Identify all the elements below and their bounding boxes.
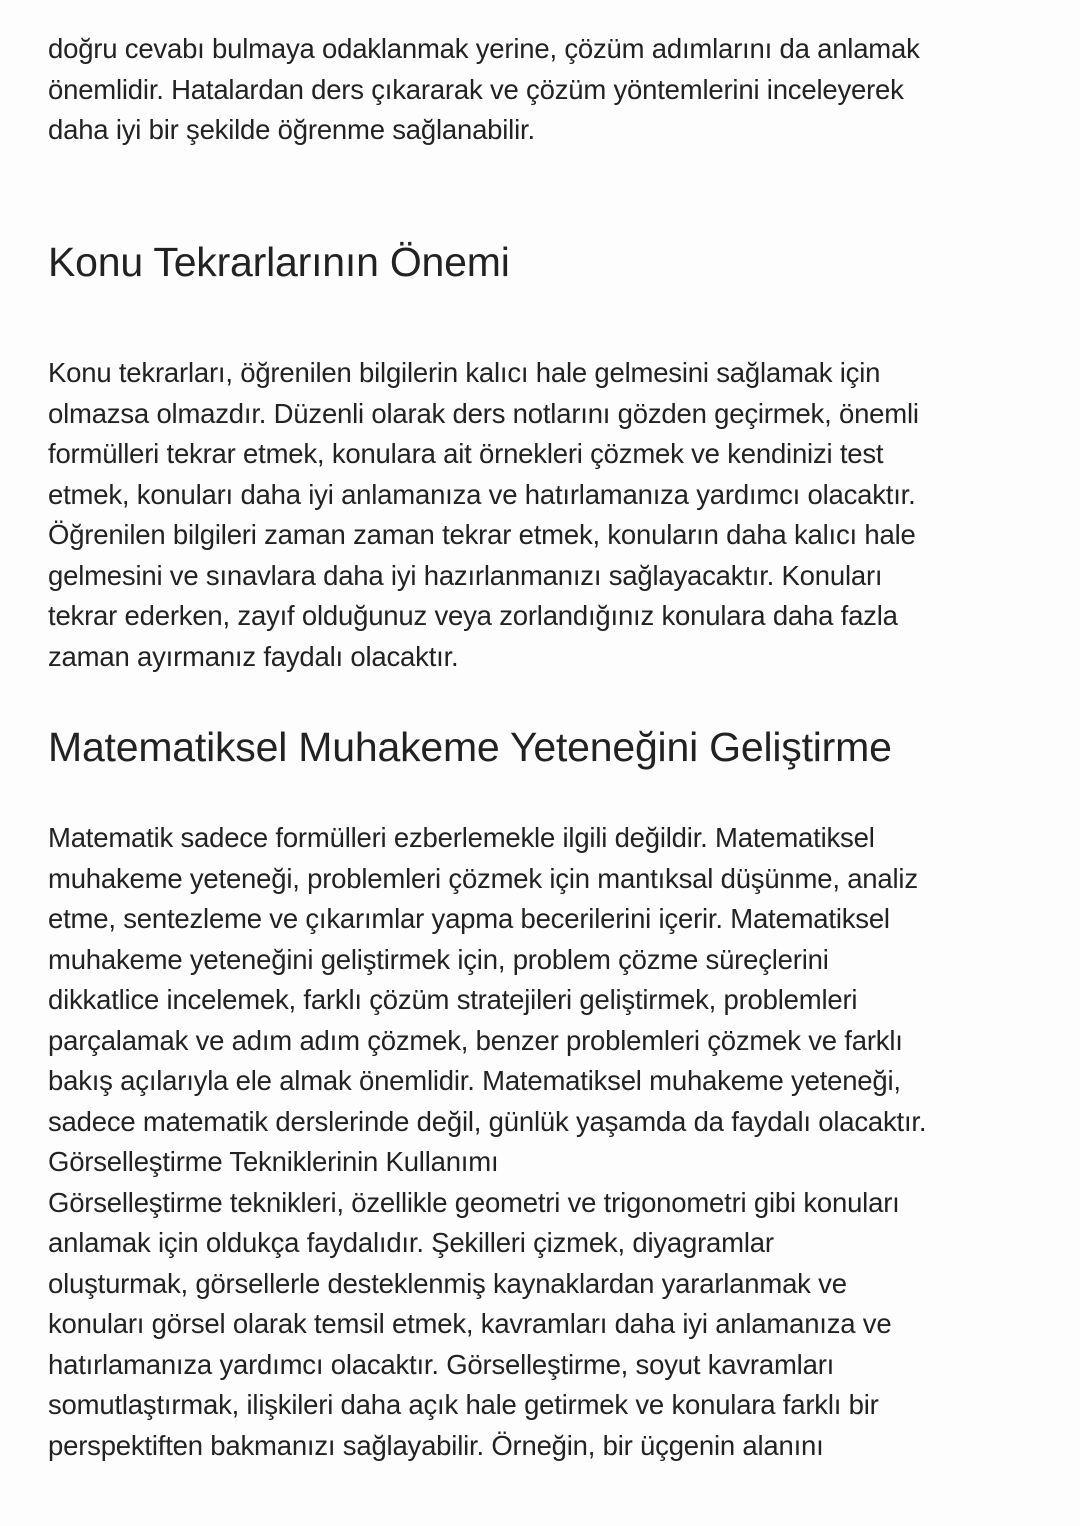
paragraph-line: parçalamak ve adım adım çözmek, benzer problemleri çözmek ve farklı [48,1025,903,1056]
paragraph-line: etmek, konuları daha iyi anlamanıza ve hatırlamanıza yardımcı olacaktır. [48,479,916,510]
paragraph-line: bakış açılarıyla ele almak önemlidir. Matematiksel muhakeme yeteneği, [48,1065,901,1096]
paragraph-line: gelmesini ve sınavlara daha iyi hazırlanmanızı sağlayacaktır. Konuları [48,560,883,591]
subheading-gorsellestirme: Görselleştirme Tekniklerinin Kullanımı [48,1146,499,1177]
paragraph-line: olmazsa olmazdır. Düzenli olarak ders notlarını gözden geçirmek, önemli [48,398,919,429]
paragraph-line: muhakeme yeteneğini geliştirmek için, problem çözme süreçlerini [48,944,829,975]
paragraph-line: Öğrenilen bilgileri zaman zaman tekrar etmek, konuların daha kalıcı hale [48,519,916,550]
paragraph-line: daha iyi bir şekilde öğrenme sağlanabilir. [48,114,535,145]
paragraph-line: anlamak için oldukça faydalıdır. Şekilleri çizmek, diyagramlar [48,1227,774,1258]
paragraph-line: muhakeme yeteneği, problemleri çözmek için mantıksal düşünme, analiz [48,863,918,894]
paragraph-line: doğru cevabı bulmaya odaklanmak yerine, çözüm adımlarını da anlamak [48,33,920,64]
paragraph-line: Görselleştirme teknikleri, özellikle geometri ve trigonometri gibi konuları [48,1187,900,1218]
paragraph-line: dikkatlice incelemek, farklı çözüm stratejileri geliştirmek, problemleri [48,984,858,1015]
section-heading-konu-tekrarlari: Konu Tekrarlarının Önemi [48,239,510,285]
paragraph-line: formülleri tekrar etmek, konulara ait örnekleri çözmek ve kendinizi test [48,438,884,469]
paragraph-line: hatırlamanıza yardımcı olacaktır. Görselleştirme, soyut kavramları [48,1349,835,1380]
paragraph-line: etme, sentezleme ve çıkarımlar yapma becerilerini içerir. Matematiksel [48,903,890,934]
paragraph-line: perspektiften bakmanızı sağlayabilir. Örneğin, bir üçgenin alanını [48,1430,824,1461]
section-heading-matematiksel-muhakeme: Matematiksel Muhakeme Yeteneğini Geliştirme [48,724,892,770]
paragraph-line: Konu tekrarları, öğrenilen bilgilerin kalıcı hale gelmesini sağlamak için [48,357,881,388]
paragraph-line: önemlidir. Hatalardan ders çıkararak ve çözüm yöntemlerini inceleyerek [48,74,904,105]
paragraph-line: sadece matematik derslerinde değil, günlük yaşamda da faydalı olacaktır. [48,1106,927,1137]
paragraph-line: somutlaştırmak, ilişkileri daha açık hale getirmek ve konulara farklı bir [48,1389,879,1420]
paragraph-line: tekrar ederken, zayıf olduğunuz veya zorlandığınız konulara daha fazla [48,600,898,631]
paragraph-line: konuları görsel olarak temsil etmek, kavramları daha iyi anlamanıza ve [48,1308,892,1339]
paragraph-line: zaman ayırmanız faydalı olacaktır. [48,641,459,672]
paragraph-line: oluşturmak, görsellerle desteklenmiş kaynaklardan yararlanmak ve [48,1268,847,1299]
paragraph-line: Matematik sadece formülleri ezberlemekle ilgili değildir. Matematiksel [48,822,875,853]
